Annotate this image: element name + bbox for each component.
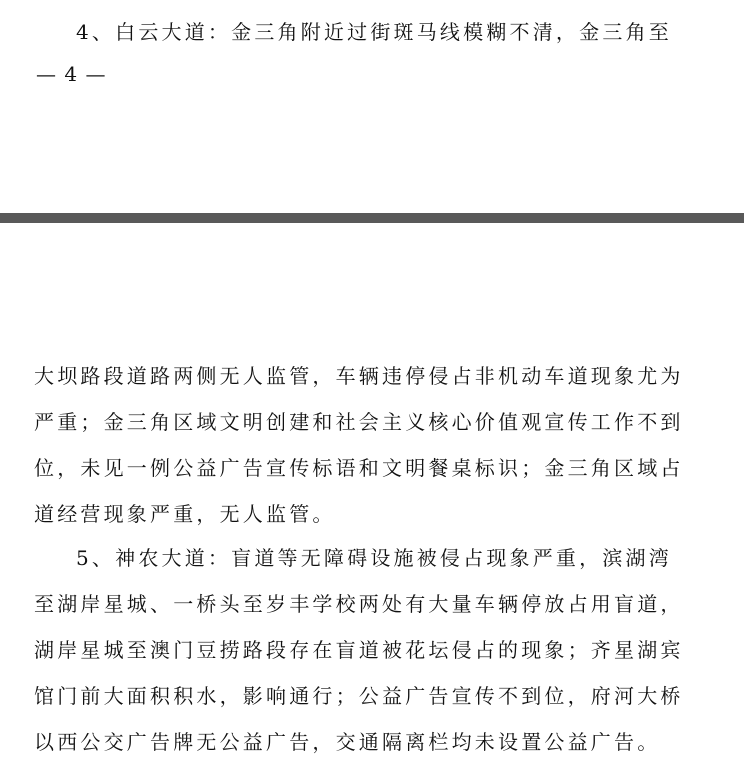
text-line: 大坝路段道路两侧无人监管，车辆违停侵占非机动车道现象尤为 [34, 364, 684, 388]
paragraph-4-first-line: 4、白云大道：金三角附近过街斑马线模糊不清，金三角至 [76, 20, 672, 44]
text-line: 湖岸星城至澳门豆捞路段存在盲道被花坛侵占的现象；齐星湖宾 [34, 638, 684, 662]
text-line: 以西公交广告牌无公益广告，交通隔离栏均未设置公益广告。 [34, 730, 661, 754]
page-number: — 4 — [36, 62, 107, 86]
text-line: 道经营现象严重，无人监管。 [34, 502, 336, 526]
text-line: 严重；金三角区域文明创建和社会主义核心价值观宣传工作不到 [34, 410, 684, 434]
text-line: 位，未见一例公益广告宣传标语和文明餐桌标识；金三角区域占 [34, 456, 684, 480]
text-line: 馆门前大面积积水，影响通行；公益广告宣传不到位，府河大桥 [34, 684, 684, 708]
text-line: 至湖岸星城、一桥头至岁丰学校两处有大量车辆停放占用盲道， [34, 592, 684, 616]
text-line: 5、神农大道：盲道等无障碍设施被侵占现象严重，滨湖湾 [76, 546, 672, 570]
page-separator [0, 213, 744, 223]
